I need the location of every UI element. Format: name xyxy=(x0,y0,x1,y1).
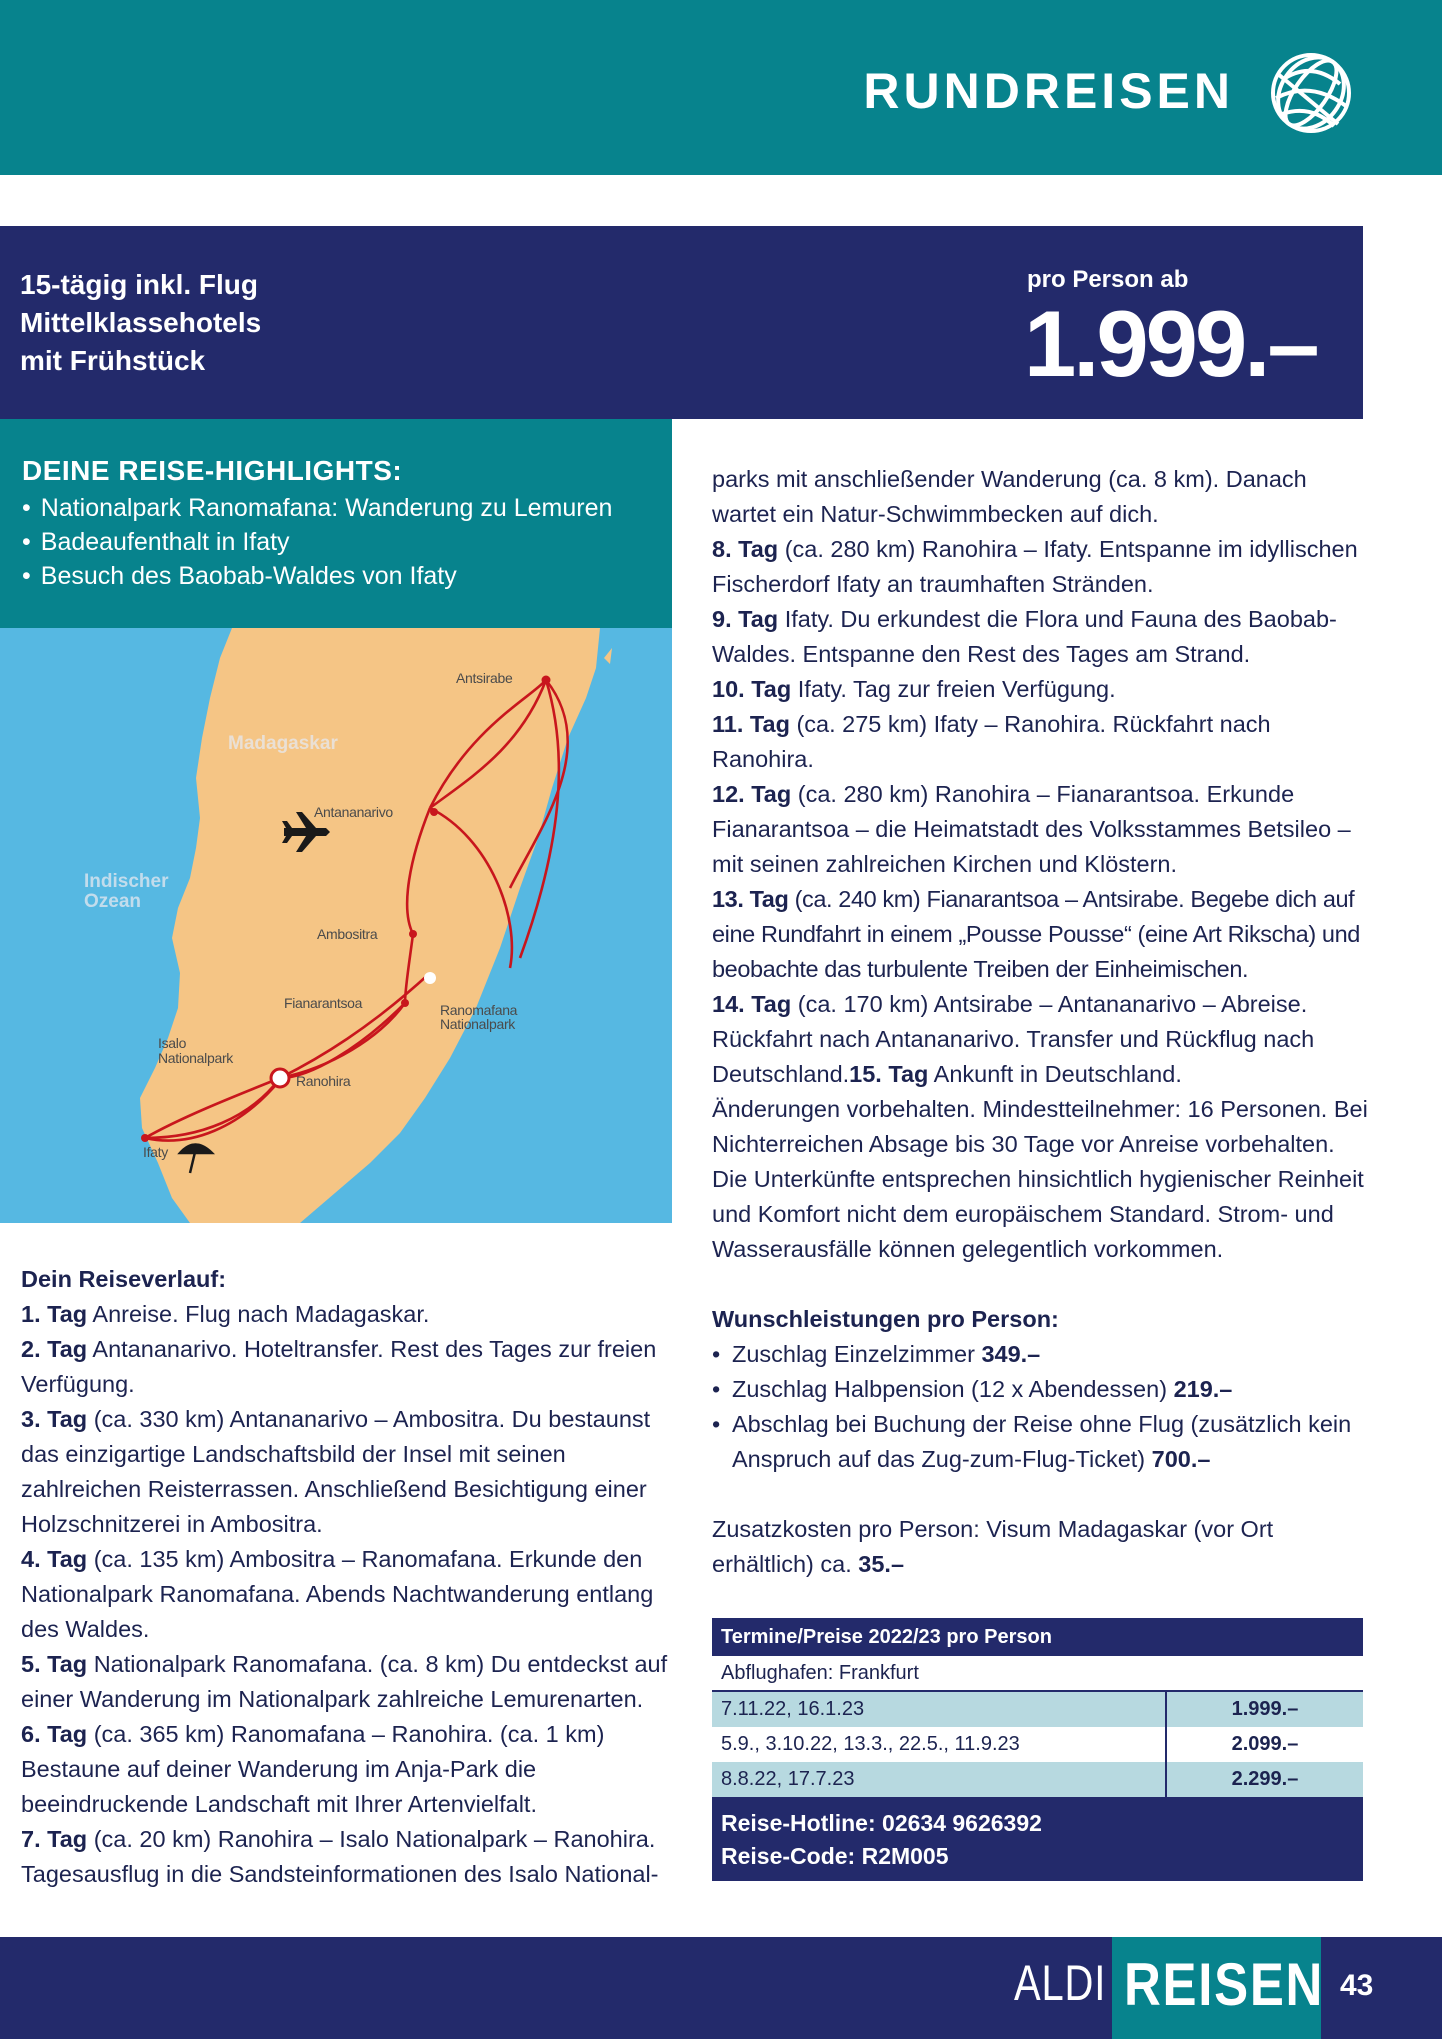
offer-duration: 15-tägig inkl. Flug xyxy=(20,269,259,300)
itinerary-title: Dein Reiseverlauf: xyxy=(21,1266,227,1292)
map-label-antananarivo: Antananarivo xyxy=(314,804,393,820)
extras-item: • Zuschlag Halbpension (12 x Abendessen) 219.– xyxy=(712,1372,1372,1407)
itinerary-day: 3. Tag (ca. 330 km) Antananarivo – Ambositra. Du bestaunst das einzigartige Landschaftsbild der Insel mit seinen zahlreichen Reisterrassen. Anschließend Besichtigung einer Holzschnitzerei in Ambositra. xyxy=(21,1406,651,1537)
map-dot-ranohira xyxy=(271,1069,289,1087)
table-row xyxy=(712,1762,1363,1797)
table-price: 1.999.– xyxy=(1231,1698,1299,1720)
offer-board: mit Frühstück xyxy=(20,345,206,376)
itinerary-day: 6. Tag (ca. 365 km) Ranomafana – Ranohira. (ca. 1 km) Bestaune auf deiner Wanderung im Anja-Park die beeindruckende Landschaft mit Ihrer Artenvielfalt. xyxy=(21,1721,605,1817)
itinerary-day: 9. Tag Ifaty. Du erkundest die Flora und Fauna des Baobab-Waldes. Entspanne den Rest des Tages am Strand. xyxy=(712,606,1337,667)
extras-item: • Abschlag bei Buchung der Reise ohne Flug (zusätzlich kein Anspruch auf das Zug-zum-Flug-Ticket) 700.– xyxy=(712,1407,1372,1477)
itinerary-day: 2. Tag Antananarivo. Hoteltransfer. Rest des Tages zur freien Verfügung. xyxy=(21,1336,657,1397)
itinerary-day: 14. Tag (ca. 170 km) Antsirabe – Antananarivo – Abreise. Rückfahrt nach Antananarivo. Transfer und Rückflug nach Deutschland.15. Tag Ankunft in Deutschland. xyxy=(712,991,1315,1087)
highlight-item: • Nationalpark Ranomafana: Wanderung zu Lemuren xyxy=(22,491,612,525)
highlights-title: DEINE REISE-HIGHLIGHTS: xyxy=(22,455,403,486)
itinerary-day: 11. Tag (ca. 275 km) Ifaty – Ranohira. Rückfahrt nach Ranohira. xyxy=(712,711,1271,772)
brand-reisen: REISEN xyxy=(1124,1951,1325,2018)
itinerary-notes: Änderungen vorbehalten. Mindestteilnehmer: 16 Personen. Bei Nichterreichen Absage bis 30 Tage vor Anreise vorbehalten. Die Unterkünfte entsprechen hinsichtlich hygienischer Reinheit und Komfort nicht dem europäischem Standard. Strom- und Wasserausfälle können gelegentlich vorkommen. xyxy=(712,1096,1368,1262)
extras-item: • Zuschlag Einzelzimmer 349.– xyxy=(712,1337,1372,1372)
map-dot-ambositra xyxy=(409,930,417,938)
map-label-ifaty: Ifaty xyxy=(143,1144,168,1160)
route-map xyxy=(0,628,672,1223)
offer-box xyxy=(0,226,1363,419)
offer-details xyxy=(20,266,261,380)
itinerary-day: 1. Tag Anreise. Flug nach Madagaskar. xyxy=(21,1301,430,1327)
additional-costs: Zusatzkosten pro Person: Visum Madagaskar (vor Ort erhältlich) ca. 35.– xyxy=(712,1516,1274,1577)
extras-title: Wunschleistungen pro Person: xyxy=(712,1306,1059,1332)
page-number: 43 xyxy=(1340,1969,1374,2002)
table-dates: 7.11.22, 16.1.23 xyxy=(712,1692,1167,1727)
itinerary-day: 13. Tag (ca. 240 km) Fianarantsoa – Antsirabe. Begebe dich auf eine Rundfahrt in einem „Pousse Pousse“ (eine Art Rikscha) und beobachte das turbulente Treiben der Einheimischen. xyxy=(712,886,1360,982)
highlights-list xyxy=(22,491,612,593)
highlight-item: • Badeaufenthalt in Ifaty xyxy=(22,525,612,559)
itinerary-continuation: parks mit anschließender Wanderung (ca. 8 km). Danach wartet ein Natur-Schwimmbecken auf dich. xyxy=(712,466,1307,527)
map-label-ambositra: Ambositra xyxy=(317,926,378,942)
price-value: 1.999.– xyxy=(1024,291,1317,396)
itinerary-day: 12. Tag (ca. 280 km) Ranohira – Fianarantsoa. Erkunde Fianarantsoa – die Heimatstadt des Volksstammes Betsileo – mit seinen zahlreichen Kirchen und Klöstern. xyxy=(712,781,1351,877)
table-row xyxy=(712,1692,1363,1727)
trip-code: Reise-Code: R2M005 xyxy=(721,1843,949,1869)
map-dot-fianarantsoa xyxy=(401,999,409,1007)
map-dot-antananarivo xyxy=(430,808,438,816)
map-label-ranomafana: Ranomafana Nationalpark xyxy=(440,1002,518,1032)
itinerary-day: 10. Tag Ifaty. Tag zur freien Verfügung. xyxy=(712,676,1116,702)
table-row xyxy=(712,1727,1363,1762)
map-label-country: Madagaskar xyxy=(228,733,338,754)
globe-icon xyxy=(1268,50,1354,136)
map-label-ranohira: Ranohira xyxy=(296,1073,351,1089)
table-airport: Abflughafen: Frankfurt xyxy=(712,1656,1363,1692)
map-dot-ranomafana xyxy=(424,972,436,984)
booking-hotline: Reise-Hotline: 02634 9626392 xyxy=(721,1810,1042,1836)
table-price: 2.299.– xyxy=(1231,1768,1299,1790)
itinerary-day: 8. Tag (ca. 280 km) Ranohira – Ifaty. Entspanne im idyllischen Fischerdorf Ifaty an traumhaften Stränden. xyxy=(712,536,1358,597)
map-dot-antsirabe xyxy=(542,676,551,685)
table-price: 2.099.– xyxy=(1231,1733,1299,1755)
section-title: RUNDREISEN xyxy=(863,63,1234,119)
offer-hotels: Mittelklassehotels xyxy=(20,307,262,338)
map-label-ocean: Indischer Ozean xyxy=(84,871,169,912)
extras-list xyxy=(712,1337,1372,1477)
price-table xyxy=(712,1618,1363,1881)
itinerary-day: 5. Tag Nationalpark Ranomafana. (ca. 8 km) Du entdeckst auf einer Wanderung im Nationalpark zahlreiche Lemurenarten. xyxy=(21,1651,668,1712)
map-label-fianarantsoa: Fianarantsoa xyxy=(284,995,363,1011)
table-dates: 8.8.22, 17.7.23 xyxy=(712,1762,1167,1797)
itinerary-day: 7. Tag (ca. 20 km) Ranohira – Isalo Nationalpark – Ranohira. Tagesausflug in die Sandsteinformationen des Isalo National- xyxy=(21,1826,659,1887)
table-dates: 5.9., 3.10.22, 13.3., 22.5., 11.9.23 xyxy=(712,1727,1167,1762)
brand-aldi: ALDI xyxy=(1014,1955,1107,2011)
price-label: pro Person ab xyxy=(1027,266,1189,293)
table-header: Termine/Preise 2022/23 pro Person xyxy=(712,1618,1363,1656)
highlights-box xyxy=(0,419,672,628)
itinerary-left-column xyxy=(21,1262,681,1892)
map-label-antsirabe: Antsirabe xyxy=(456,670,513,686)
itinerary-day: 4. Tag (ca. 135 km) Ambositra – Ranomafana. Erkunde den Nationalpark Ranomafana. Abends Nachtwanderung entlang des Waldes. xyxy=(21,1546,654,1642)
itinerary-right-column xyxy=(712,462,1372,1582)
island-dot xyxy=(604,648,612,664)
map-label-isalo: Isalo Nationalpark xyxy=(158,1035,233,1066)
table-footer xyxy=(712,1797,1363,1881)
highlight-item: • Besuch des Baobab-Waldes von Ifaty xyxy=(22,559,612,593)
map-dot-ifaty xyxy=(141,1134,149,1142)
